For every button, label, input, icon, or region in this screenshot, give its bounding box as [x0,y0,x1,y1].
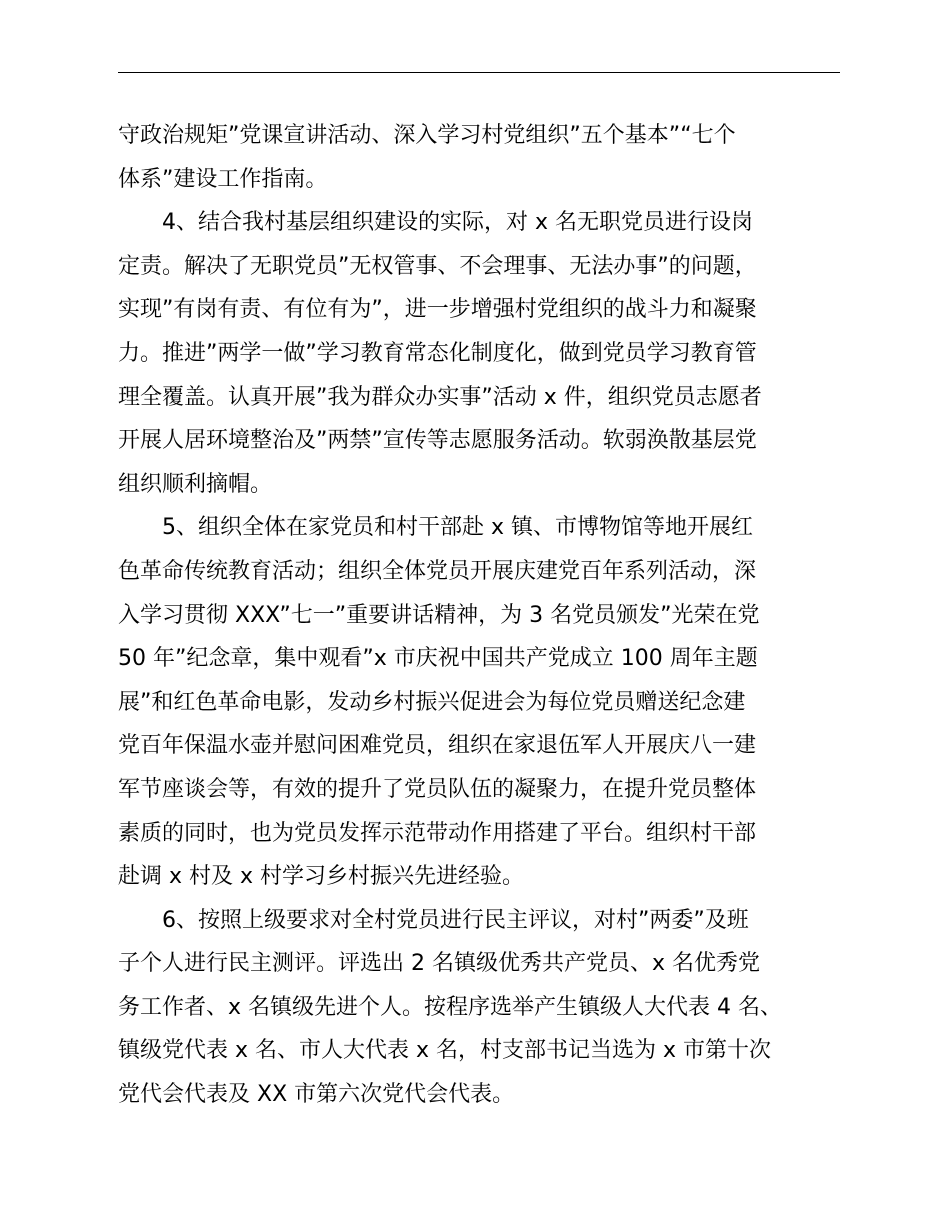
text-line: 色革命传统教育活动；组织全体党员开展庆建党百年系列活动，深 [118,558,757,584]
text-line: 镇级党代表 x 名、市人大代表 x 名，村支部书记当选为 x 市第十次 [118,1038,772,1064]
text-line: 体系”建设工作指南。 [118,166,328,192]
header-rule [118,72,840,73]
text-line: 实现”有岗有责、有位有为”，进一步增强村党组织的战斗力和凝聚 [118,297,757,323]
text-line: 党百年保温水壶并慰问困难党员，组织在家退伍军人开展庆八一建 [118,733,757,759]
paragraph-item-6 [118,899,848,1117]
text-line: 5、组织全体在家党员和村干部赴 x 镇、市博物馆等地开展红 [118,515,754,541]
text-line: 理全覆盖。认真开展”我为群众办实事”活动 x 件，组织党员志愿者 [118,384,762,410]
text-line: 务工作者、x 名镇级先进个人。按程序选举产生镇级人大代表 4 名、 [118,994,782,1020]
text-line: 50 年”纪念章，集中观看”x 市庆祝中国共产党成立 100 周年主题 [118,646,758,672]
text-line: 定责。解决了无职党员”无权管事、不会理事、无法办事”的问题， [118,253,757,279]
text-line: 开展人居环境整治及”两禁”宣传等志愿服务活动。软弱涣散基层党 [118,428,757,454]
text-line: 4、结合我村基层组织建设的实际，对 x 名无职党员进行设岗 [118,210,754,236]
paragraph-item-5 [118,506,848,898]
text-line: 组织顺利摘帽。 [118,471,273,497]
text-line: 守政治规矩”党课宣讲活动、深入学习村党组织”五个基本”“七个 [118,123,736,148]
text-line: 入学习贯彻 XXX”七一”重要讲话精神，为 3 名党员颁发”光荣在党 [118,602,760,628]
paragraph-continuation [118,114,848,201]
document-body [118,114,848,1117]
text-line: 素质的同时，也为党员发挥示范带动作用搭建了平台。组织村干部 [118,820,757,846]
text-line: 党代会代表及 XX 市第六次党代会代表。 [118,1082,515,1108]
text-line: 展”和红色革命电影，发动乡村振兴促进会为每位党员赠送纪念建 [118,689,746,715]
text-line: 赴调 x 村及 x 村学习乡村振兴先进经验。 [118,864,525,890]
text-line: 6、按照上级要求对全村党员进行民主评议，对村”两委”及班 [118,907,749,933]
text-line: 力。推进”两学一做”学习教育常态化制度化，做到党员学习教育管 [118,340,757,366]
paragraph-item-4 [118,201,848,506]
text-line: 军节座谈会等，有效的提升了党员队伍的凝聚力，在提升党员整体 [118,776,757,802]
text-line: 子个人进行民主测评。评选出 2 名镇级优秀共产党员、x 名优秀党 [118,951,760,977]
